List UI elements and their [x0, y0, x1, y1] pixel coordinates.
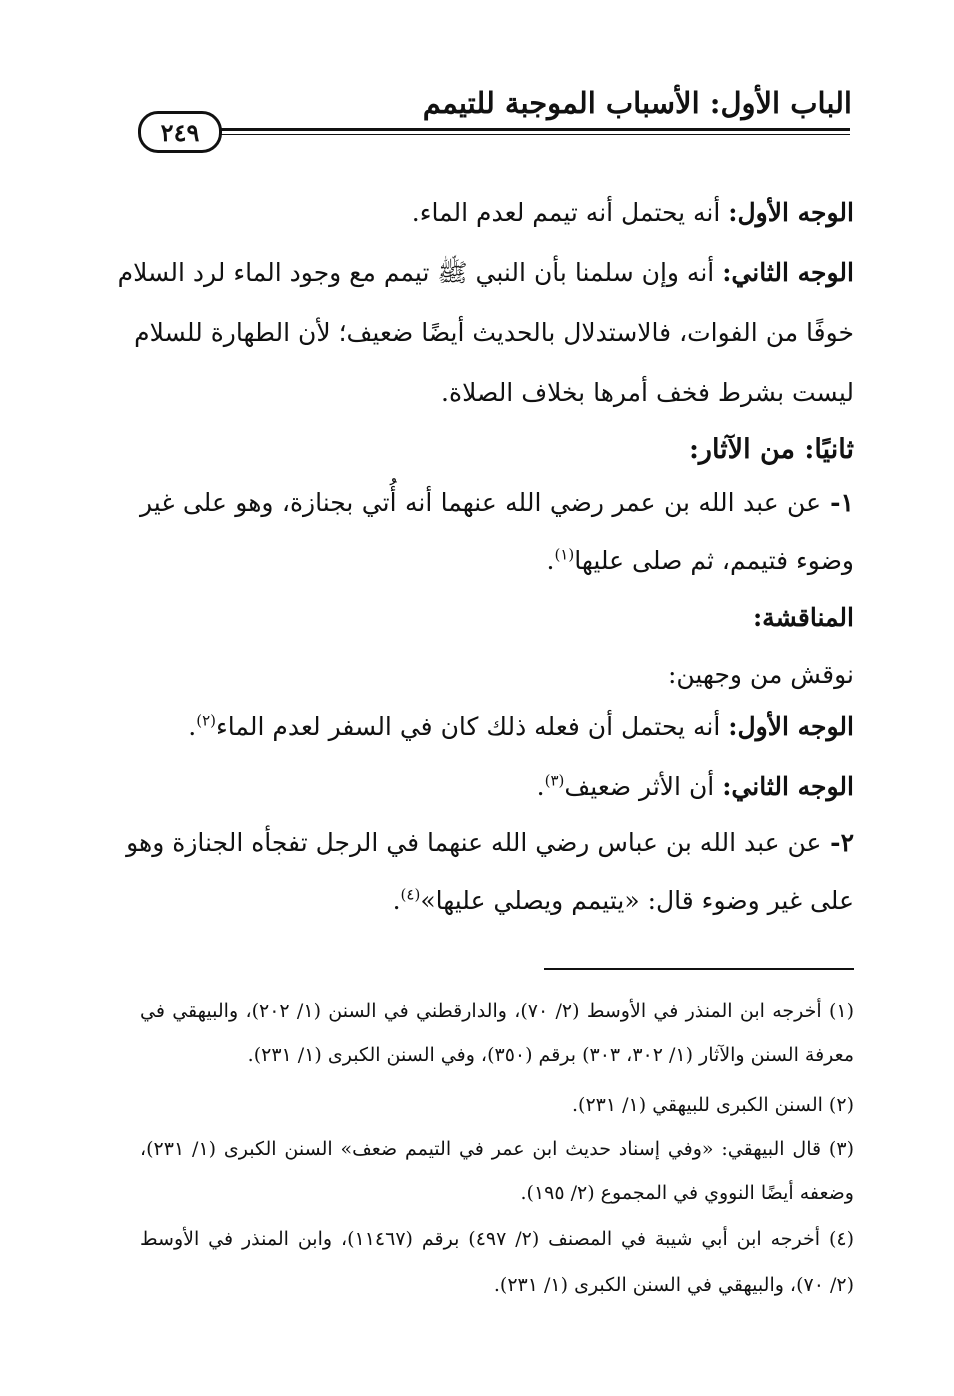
- footnote-ref[interactable]: (٢): [196, 711, 217, 730]
- line-text: أنه يحتمل أنه تيمم لعدم الماء.: [411, 198, 729, 227]
- footnote-line: (٣) قال البيهقي: «وفي إسناد حديث ابن عمر في التيمم ضعف» السنن الكبرى (١/ ٢٣١)،: [140, 1138, 854, 1160]
- line-text: أن الأثر ضعيف: [564, 772, 723, 801]
- footnote-line: (٢/ ٧٠)، والبيهقي في السنن الكبرى (١/ ٢٣١).: [493, 1274, 854, 1296]
- paragraph-line: نوقش من وجهين:: [667, 660, 854, 689]
- list-item-line: [140, 488, 854, 518]
- footnote-line: معرفة السنن والآثار (١/ ٣٠٢، ٣٠٣) برقم (٣٥٠)، وفي السنن الكبرى (١/ ٢٣١).: [247, 1044, 854, 1066]
- item-number: ٢-: [821, 828, 854, 857]
- paragraph-line: [412, 198, 854, 228]
- footnote-ref[interactable]: (٤): [400, 885, 421, 904]
- paragraph-line: [188, 712, 854, 742]
- header-rule-thin: [210, 134, 850, 135]
- line-text: عن عبد الله بن عمر رضي الله عنهما أنه أُتي بجنازة، وهو على غير: [140, 488, 821, 517]
- discussion-heading: المناقشة:: [752, 603, 854, 632]
- period: .: [536, 772, 545, 801]
- footnote-line: (٢) السنن الكبرى للبيهقي (١/ ٢٣١).: [572, 1094, 854, 1116]
- section-heading: ثانيًا: من الآثار:: [688, 434, 854, 465]
- list-item-line: [393, 886, 854, 916]
- footnote-line: (١) أخرجه ابن المنذر في الأوسط (٢/ ٧٠)، والدارقطني في السنن (١/ ٢٠٢)، والبيهقي في: [140, 1000, 854, 1022]
- chapter-title: الباب الأول: الأسباب الموجبة للتيمم: [422, 86, 852, 120]
- list-item-line: [546, 546, 854, 576]
- period: .: [188, 712, 197, 741]
- aspect-label: الوجه الثاني:: [722, 772, 854, 801]
- line-text: على غير وضوء قال: «يتيمم ويصلي عليها»: [420, 886, 854, 915]
- paragraph-line: [537, 772, 854, 802]
- line-text: وضوء فتيمم، ثم صلى عليها: [574, 546, 854, 575]
- list-item-line: [126, 828, 854, 858]
- footnote-separator: [544, 968, 854, 970]
- footnote-ref[interactable]: (١): [554, 545, 575, 564]
- period: .: [546, 546, 555, 575]
- paragraph-line: ليست بشرط فخف أمرها بخلاف الصلاة.: [441, 378, 854, 407]
- paragraph-line: خوفًا من الفوات، فالاستدلال بالحديث أيضًا ضعيف؛ لأن الطهارة للسلام: [134, 318, 854, 347]
- page-number-badge: ٢٤٩: [138, 111, 222, 153]
- line-text: أنه وإن سلمنا بأن النبي ﷺ تيمم مع وجود الماء لرد السلام: [117, 258, 723, 287]
- footnote-line: وضعفه أيضًا النووي في المجموع (٢/ ١٩٥).: [520, 1182, 854, 1204]
- header-rule: [210, 128, 850, 131]
- line-text: عن عبد الله بن عباس رضي الله عنهما في الرجل تفجأه الجنازة وهو: [126, 828, 822, 857]
- paragraph-line: [117, 258, 854, 288]
- footnote-line: (٤) أخرجه ابن أبي شيبة في المصنف (٢/ ٤٩٧) برقم (١١٤٦٧)، وابن المنذر في الأوسط: [140, 1228, 854, 1250]
- aspect-label: الوجه الأول:: [728, 198, 854, 227]
- aspect-label: الوجه الثاني:: [722, 258, 854, 287]
- footnote-ref[interactable]: (٣): [544, 771, 565, 790]
- line-text: أنه يحتمل أن فعله ذلك كان في السفر لعدم الماء: [216, 712, 729, 741]
- aspect-label: الوجه الأول:: [728, 712, 854, 741]
- item-number: ١-: [820, 488, 854, 517]
- period: .: [392, 886, 401, 915]
